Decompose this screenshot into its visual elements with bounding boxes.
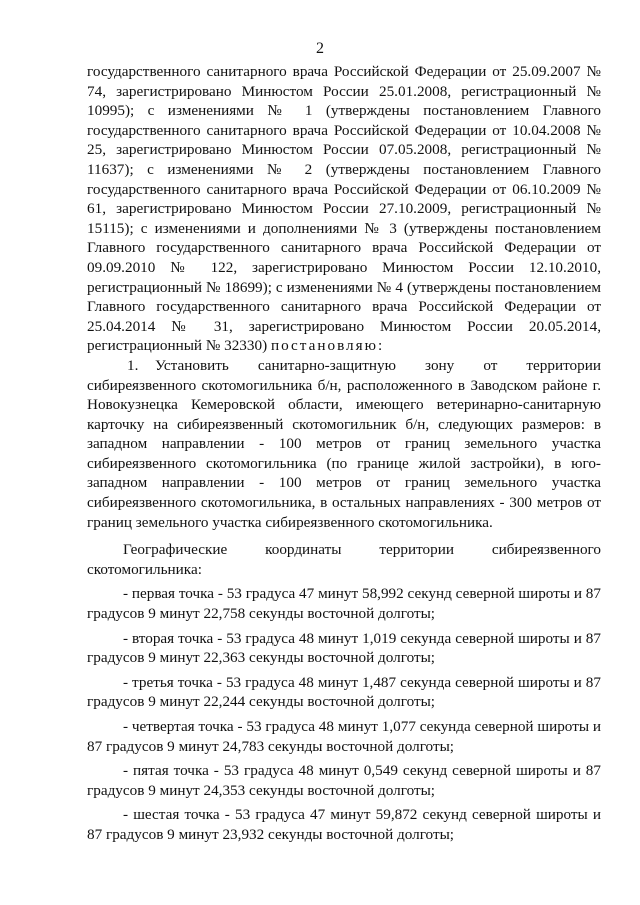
document-body (87, 62, 601, 845)
intro-text: государственного санитарного врача Российской Федерации от 25.09.2007 № 74, зарегистрировано Минюстом России 25.01.2008, регистрационный № 10995); с изменениями № 1 (утверждены постановлением Главного государственного санитарного врача Российской Федерации от 10.04.2008 № 25, зарегистрировано Минюстом России 07.05.2008, регистрационный № 11637); с изменениями № 2 (утверждены постановлением Главного государственного санитарного врача Российской Федерации от 06.10.2009 № 61, зарегистрировано Минюстом России 27.10.2009, регистрационный № 15115); с изменениями и дополнениями № 3 (утверждены постановлением Главного государственного санитарного врача Российской Федерации от 09.09.2010 № 122, зарегистрировано Минюстом России 12.10.2010, регистрационный № 18699); с изменениями № 4 (утверждены постановлением Главного государственного санитарного врача Российской Федерации от 25.04.2014 № 31, зарегистрировано Минюстом России 20.05.2014, регистрационный № 32330) (87, 63, 601, 355)
paragraph-1 (87, 356, 601, 532)
coordinate-point-4: - четвертая точка - 53 градуса 48 минут 1,077 секунда северной широты и 87 градусов 9 минут 24,783 секунды восточной долготы; (87, 718, 601, 755)
coordinate-point-1: - первая точка - 53 градуса 47 минут 58,992 секунд северной широты и 87 градусов 9 минут 22,758 секунды восточной долготы; (87, 585, 601, 623)
intro-paragraph (87, 62, 601, 356)
coordinate-point-3: - третья точка - 53 градуса 48 минут 1,487 секунда северной широты и 87 градусов 9 минут 22,244 секунды восточной долготы; (87, 673, 601, 711)
coordinate-point-2: - вторая точка - 53 градуса 48 минут 1,019 секунда северной широты и 87 градусов 9 минут 22,363 секунды восточной долготы; (87, 629, 601, 667)
coordinates-heading: Географические координаты территории сибиреязвенного скотомогильника: (87, 541, 601, 578)
coordinate-point-6: - шестая точка - 53 градуса 47 минут 59,872 секунд северной широты и 87 градусов 9 минут 23,932 секунды восточной долготы; (87, 806, 601, 843)
decree-word: постановляю: (270, 337, 385, 355)
page-number: 2 (316, 40, 324, 57)
paragraph-1-text: Установить санитарно-защитную зону от территории сибиреязвенного скотомогильника б/н, расположенного в Заводском районе г. Новокузнецка Кемеровской области, имеющего ветеринарно-санитарную карточку на сибиреязвенный скотомогильник б/н, следующих размеров: в западном направлении - 100 метров от границ земельного участка сибиреязвенного скотомогильника (по границе жилой застройки), в юго-западном направлении - 100 метров от границ земельного участка сибиреязвенного скотомогильника, в остальных направлениях - 300 метров от границ земельного участка сибиреязвенного скотомогильника. (87, 356, 601, 531)
coordinate-point-5: - пятая точка - 53 градуса 48 минут 0,549 секунд северной широты и 87 градусов 9 минут 24,353 секунды восточной долготы; (87, 762, 601, 799)
paragraph-1-number: 1. (127, 356, 139, 374)
